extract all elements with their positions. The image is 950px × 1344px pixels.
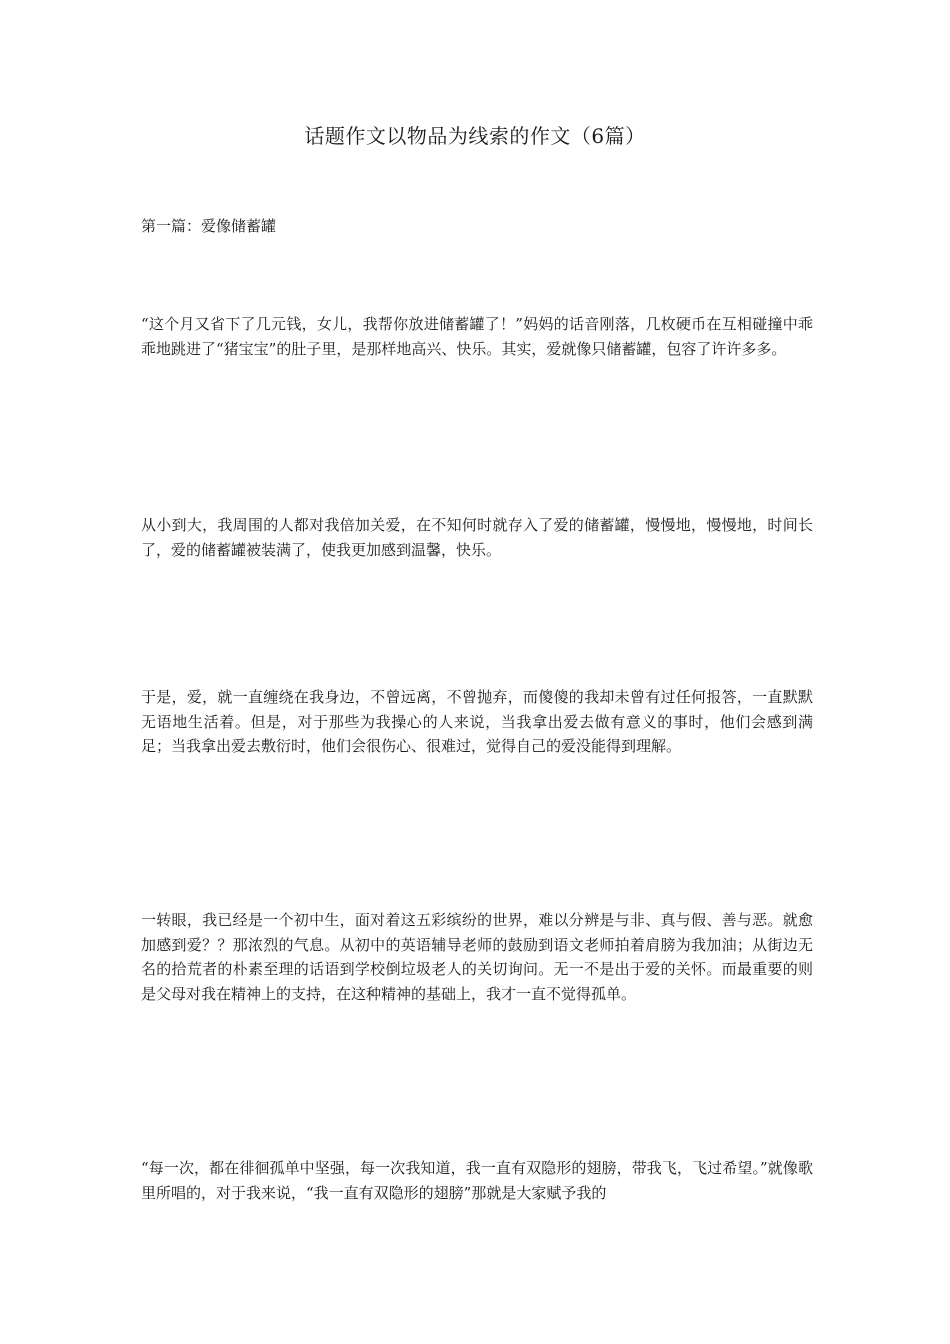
paragraph-2: 从小到大，我周围的人都对我倍加关爱，在不知何时就存入了爱的储蓄罐，慢慢地，慢慢地，时间长了，爱的储蓄罐被装满了，使我更加感到温馨，快乐。: [141, 516, 813, 559]
paragraph-5: “每一次，都在徘徊孤单中坚强，每一次我知道，我一直有双隐形的翅膀，带我飞，飞过希望。”就像歌里所唱的，对于我来说，“我一直有双隐形的翅膀”那就是大家赋予我的: [141, 1159, 813, 1202]
paragraph-1: “这个月又省下了几元钱，女儿，我帮你放进储蓄罐了！”妈妈的话音刚落，几枚硬币在互相碰撞中乖乖地跳进了“猪宝宝”的肚子里，是那样地高兴、快乐。其实，爱就像只储蓄罐，包容了许许多多。: [141, 315, 813, 358]
paragraph-3: 于是，爱，就一直缠绕在我身边，不曾远离，不曾抛弃，而傻傻的我却未曾有过任何报答，一直默默无语地生活着。但是，对于那些为我操心的人来说，当我拿出爱去做有意义的事时，他们会感到满足；当我拿出爱去敷衍时，他们会很伤心、很难过，觉得自己的爱没能得到理解。: [141, 688, 813, 755]
section-heading: 第一篇：爱像储蓄罐: [141, 217, 277, 235]
paragraph-4: 一转眼，我已经是一个初中生，面对着这五彩缤纷的世界，难以分辨是与非、真与假、善与恶。就愈加感到爱？？那浓烈的气息。从初中的英语辅导老师的鼓励到语文老师拍着肩膀为我加油；从街边无名的拾荒者的朴素至理的话语到学校倒垃圾老人的关切询问。无一不是出于爱的关怀。而最重要的则是父母对我在精神上的支持，在这种精神的基础上，我才一直不觉得孤单。: [141, 911, 813, 1003]
document-title: 话题作文以物品为线索的作文（6篇）: [304, 124, 646, 148]
